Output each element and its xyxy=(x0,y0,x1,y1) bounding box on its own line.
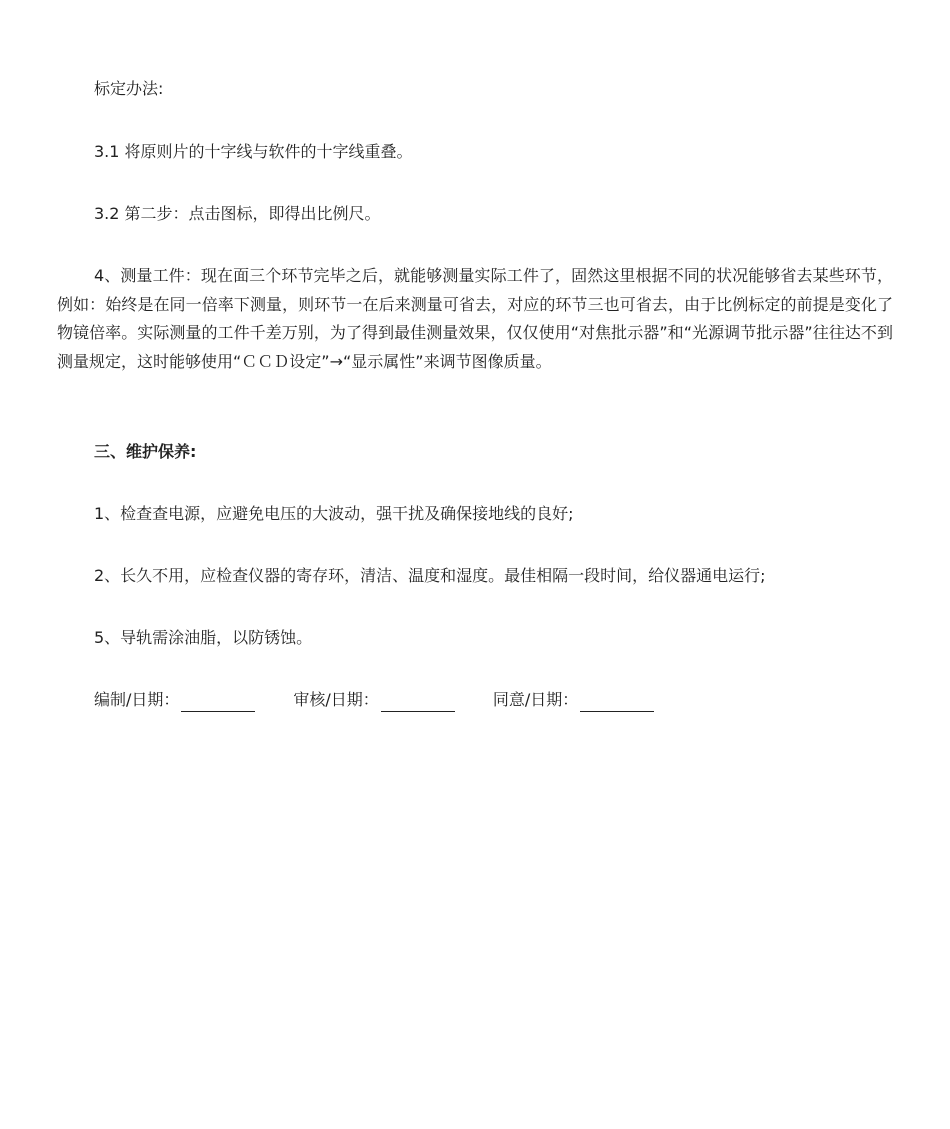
maintenance-item-2: 2、长久不用，应检查仪器的寄存环，清洁、温度和湿度。最佳相隔一段时间，给仪器通电运行; xyxy=(94,566,766,585)
maintenance-item-5: 5、导轨需涂油脂，以防锈蚀。 xyxy=(94,628,313,647)
signature-approved-blank xyxy=(580,694,654,712)
maintenance-heading: 三、维护保养: xyxy=(94,442,197,461)
maintenance-item-1: 1、检查查电源，应避免电压的大波动，强干扰及确保接地线的良好; xyxy=(94,504,574,523)
signature-reviewed-label: 审核/日期： xyxy=(293,690,379,709)
signature-prepared-blank xyxy=(181,694,255,712)
signature-reviewed-blank xyxy=(381,694,455,712)
signature-prepared xyxy=(94,688,255,712)
measure-workpiece-paragraph: 4、测量工件：现在面三个环节完毕之后，就能够测量实际工件了，固然这里根据不同的状况能够省去某些环节，例如：始终是在同一倍率下测量，则环节一在后来测量可省去，对应的环节三也可省去，由于比例标定的前提是变化了物镜倍率。实际测量的工件千差万别，为了得到最佳测量效果，仅仅使用“对焦批示器”和“光源调节批示器”往往达不到测量规定，这时能够使用“ＣＣＤ设定”→“显示属性”来调节图像质量。 xyxy=(57,266,893,371)
signature-approved-label: 同意/日期： xyxy=(492,690,579,709)
calibration-step-3-1: 3.1 将原则片的十字线与软件的十字线重叠。 xyxy=(94,142,413,161)
signature-approved xyxy=(493,688,654,712)
calibration-heading: 标定办法: xyxy=(94,79,164,98)
signature-prepared-label: 编制/日期： xyxy=(94,690,180,709)
signature-row xyxy=(94,688,654,712)
calibration-step-3-2: 3.2 第二步：点击图标，即得出比例尺。 xyxy=(94,204,381,223)
signature-reviewed xyxy=(293,688,454,712)
